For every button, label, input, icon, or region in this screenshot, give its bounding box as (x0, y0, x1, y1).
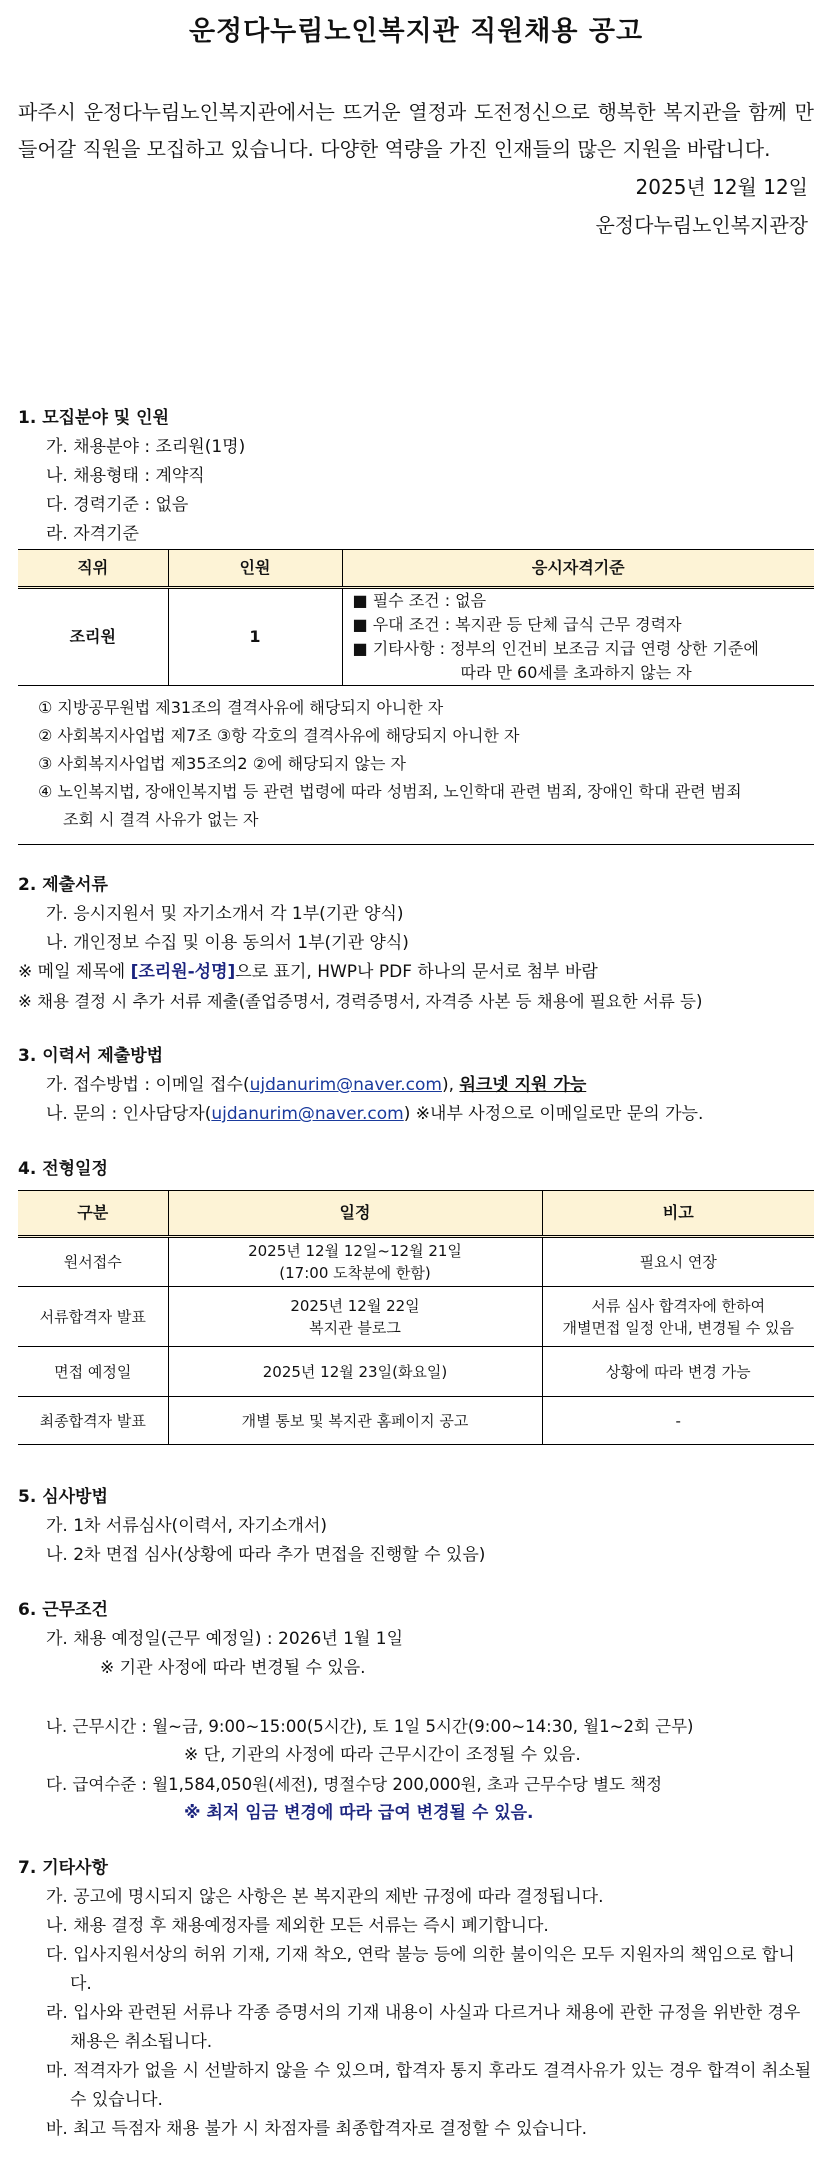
mail-subject-format: [조리원-성명] (130, 962, 236, 982)
stage-cell: 최종합격자 발표 (18, 1397, 168, 1445)
date-cell (168, 1287, 542, 1347)
list-item: 라. 자격기준 (46, 524, 139, 544)
note-cell: - (542, 1397, 814, 1445)
item-text: 가. 접수방법 : 이메일 접수( (46, 1075, 250, 1095)
list-item: 다. 급여수준 : 월1,584,050원(세전), 명절수당 200,000원, 초과 근무수당 별도 책정 (46, 1775, 663, 1794)
criteria-item: ■ 필수 조건 : 없음 (352, 591, 487, 610)
list-item: 가. 채용 예정일(근무 예정일) : 2026년 1월 1일 (46, 1629, 404, 1649)
criteria-item: ■ 우대 조건 : 복지관 등 단체 급식 근무 경력자 (352, 615, 682, 634)
date-cell: 개별 통보 및 복지관 홈페이지 공고 (168, 1397, 542, 1445)
notice-date: 2025년 12월 12일 (635, 175, 808, 199)
criteria-cell (342, 588, 814, 686)
date-cell (168, 1237, 542, 1287)
list-item: ③ 사회복지사업법 제35조의2 ②에 해당되지 않는 자 (38, 754, 406, 773)
list-item-continued: 조회 시 결격 사유가 없는 자 (63, 810, 259, 829)
list-item: 나. 채용 결정 후 채용예정자를 제외한 모든 서류는 즉시 폐기합니다. (46, 1916, 549, 1936)
note-additional-docs: ※ 채용 결정 시 추가 서류 제출(졸업증명서, 경력증명서, 자격증 사본 등 채용에 필요한 서류 등) (18, 992, 703, 1011)
email-link[interactable]: ujdanurim@naver.com (211, 1104, 404, 1124)
email-link[interactable]: ujdanurim@naver.com (249, 1075, 442, 1095)
section-heading: 3. 이력서 제출방법 (18, 1046, 164, 1066)
list-item: 가. 1차 서류심사(이력서, 자기소개서) (46, 1516, 328, 1536)
list-item: ② 사회복지사업법 제7조 ③항 각호의 결격사유에 해당되지 아니한 자 (38, 726, 520, 745)
table-header: 직위 (18, 550, 168, 588)
section-documents (18, 871, 814, 1016)
section-other (18, 1854, 814, 2144)
list-item: 라. 입사와 관련된 서류나 각종 증명서의 기재 내용이 사실과 다르거나 채용에 관한 규정을 위반한 경우 채용은 취소됩니다. (46, 2003, 801, 2052)
list-item: 다. 경력기준 : 없음 (46, 495, 189, 515)
list-item: 가. 공고에 명시되지 않은 사항은 본 복지관의 제반 규정에 따라 결정됩니다. (46, 1887, 604, 1907)
list-item (18, 1071, 814, 1100)
section-heading: 5. 심사방법 (18, 1487, 108, 1507)
table-header: 일정 (168, 1191, 542, 1237)
item-text: ), (442, 1075, 460, 1095)
table-row (18, 1347, 814, 1397)
section-submission (18, 1042, 814, 1129)
position-cell: 조리원 (18, 588, 168, 686)
section-heading: 6. 근무조건 (18, 1600, 108, 1620)
organization-signature: 운정다누림노인복지관장 (595, 213, 808, 237)
criteria-item: ■ 기타사항 : 정부의 인건비 보조금 지급 연령 상한 기준에 (352, 639, 759, 658)
note-mail-subject (18, 958, 814, 987)
date-cell: 2025년 12월 23일(화요일) (168, 1347, 542, 1397)
qualification-table (18, 549, 814, 686)
list-item (18, 1100, 814, 1129)
note-text: 개별면접 일정 안내, 변경될 수 있음 (562, 1318, 794, 1337)
list-item: ① 지방공무원법 제31조의 결격사유에 해당되지 아니한 자 (38, 698, 444, 717)
table-header: 응시자격기준 (342, 550, 814, 588)
stage-cell: 원서접수 (18, 1237, 168, 1287)
table-header: 구분 (18, 1191, 168, 1237)
section-heading: 1. 모집분야 및 인원 (18, 408, 169, 428)
list-item: 마. 적격자가 없을 시 선발하지 않을 수 있으며, 합격자 통지 후라도 결격사유가 있는 경우 합격이 취소될 수 있습니다. (46, 2061, 812, 2110)
section-heading: 7. 기타사항 (18, 1858, 108, 1878)
list-item: 바. 최고 득점자 채용 불가 시 차점자를 최종합격자로 결정할 수 있습니다. (46, 2119, 588, 2139)
list-item: 나. 2차 면접 심사(상황에 따라 추가 면접을 진행할 수 있음) (46, 1545, 486, 1565)
table-row (18, 1287, 814, 1347)
count-cell: 1 (168, 588, 342, 686)
date-text: 2025년 12월 12일~12월 21일 (248, 1242, 462, 1260)
note-cell (542, 1287, 814, 1347)
stage-cell: 면접 예정일 (18, 1347, 168, 1397)
criteria-item-continued: 따라 만 60세를 초과하지 않는 자 (460, 663, 692, 682)
list-item: ④ 노인복지법, 장애인복지법 등 관련 법령에 따라 성범죄, 노인학대 관련 범죄, 장애인 학대 관련 범죄 (38, 782, 742, 801)
note-text: 서류 심사 합격자에 한하여 (591, 1296, 766, 1315)
date-text: (17:00 도착분에 한함) (279, 1264, 431, 1282)
page-title: 운정다누림노인복지관 직원채용 공고 (188, 16, 644, 47)
salary-change-note: ※ 최저 임금 변경에 따라 급여 변경될 수 있음. (184, 1803, 534, 1823)
table-row (18, 1397, 814, 1445)
list-item: 나. 채용형태 : 계약직 (46, 466, 205, 486)
list-item: 나. 개인정보 수집 및 이용 동의서 1부(기관 양식) (46, 933, 409, 953)
list-item: 나. 근무시간 : 월~금, 9:00~15:00(5시간), 토 1일 5시간(9:00~14:30, 월1~2회 근무) (46, 1717, 694, 1736)
worknet-apply-link[interactable]: 워크넷 지원 가능 (459, 1075, 587, 1095)
section-evaluation (18, 1483, 814, 1570)
table-header: 인원 (168, 550, 342, 588)
table-row (18, 1237, 814, 1287)
note-text: ※ 단, 기관의 사정에 따라 근무시간이 조정될 수 있음. (184, 1745, 581, 1765)
stage-cell: 서류합격자 발표 (18, 1287, 168, 1347)
table-header: 비고 (542, 1191, 814, 1237)
note-text: 으로 표기, HWP나 PDF 하나의 문서로 첨부 바람 (235, 962, 598, 982)
list-item: 가. 응시지원서 및 자기소개서 각 1부(기관 양식) (46, 904, 404, 924)
section-recruitment (18, 404, 814, 845)
date-text: 2025년 12월 22일 (290, 1296, 420, 1315)
list-item: 다. 입사지원서상의 허위 기재, 기재 착오, 연락 불능 등에 의한 불이익은 모두 지원자의 책임으로 합니다. (46, 1945, 795, 1994)
item-text: ) ※내부 사정으로 이메일로만 문의 가능. (403, 1104, 704, 1124)
note-cell: 상황에 따라 변경 가능 (542, 1347, 814, 1397)
schedule-table (18, 1190, 814, 1445)
list-item: 가. 채용분야 : 조리원(1명) (46, 437, 246, 457)
section-heading: 4. 전형일정 (18, 1159, 108, 1179)
date-text: 복지관 블로그 (309, 1318, 401, 1337)
section-work-conditions (18, 1596, 814, 1828)
item-text: 나. 문의 : 인사담당자( (46, 1104, 212, 1124)
note-cell (542, 1237, 814, 1287)
intro-paragraph: 파주시 운정다누림노인복지관에서는 뜨거운 열정과 도전정신으로 행복한 복지관을 함께 만들어갈 직원을 모집하고 있습니다. 다양한 역량을 가진 인재들의 많은 지원을 바랍니다. (18, 100, 814, 161)
section-schedule (18, 1155, 814, 1445)
note-text: ※ 메일 제목에 (18, 962, 131, 982)
section-heading: 2. 제출서류 (18, 875, 108, 895)
disqualification-list (18, 686, 814, 845)
note-text: ※ 기관 사정에 따라 변경될 수 있음. (100, 1658, 366, 1678)
note-text: 필요시 연장 (639, 1253, 717, 1271)
